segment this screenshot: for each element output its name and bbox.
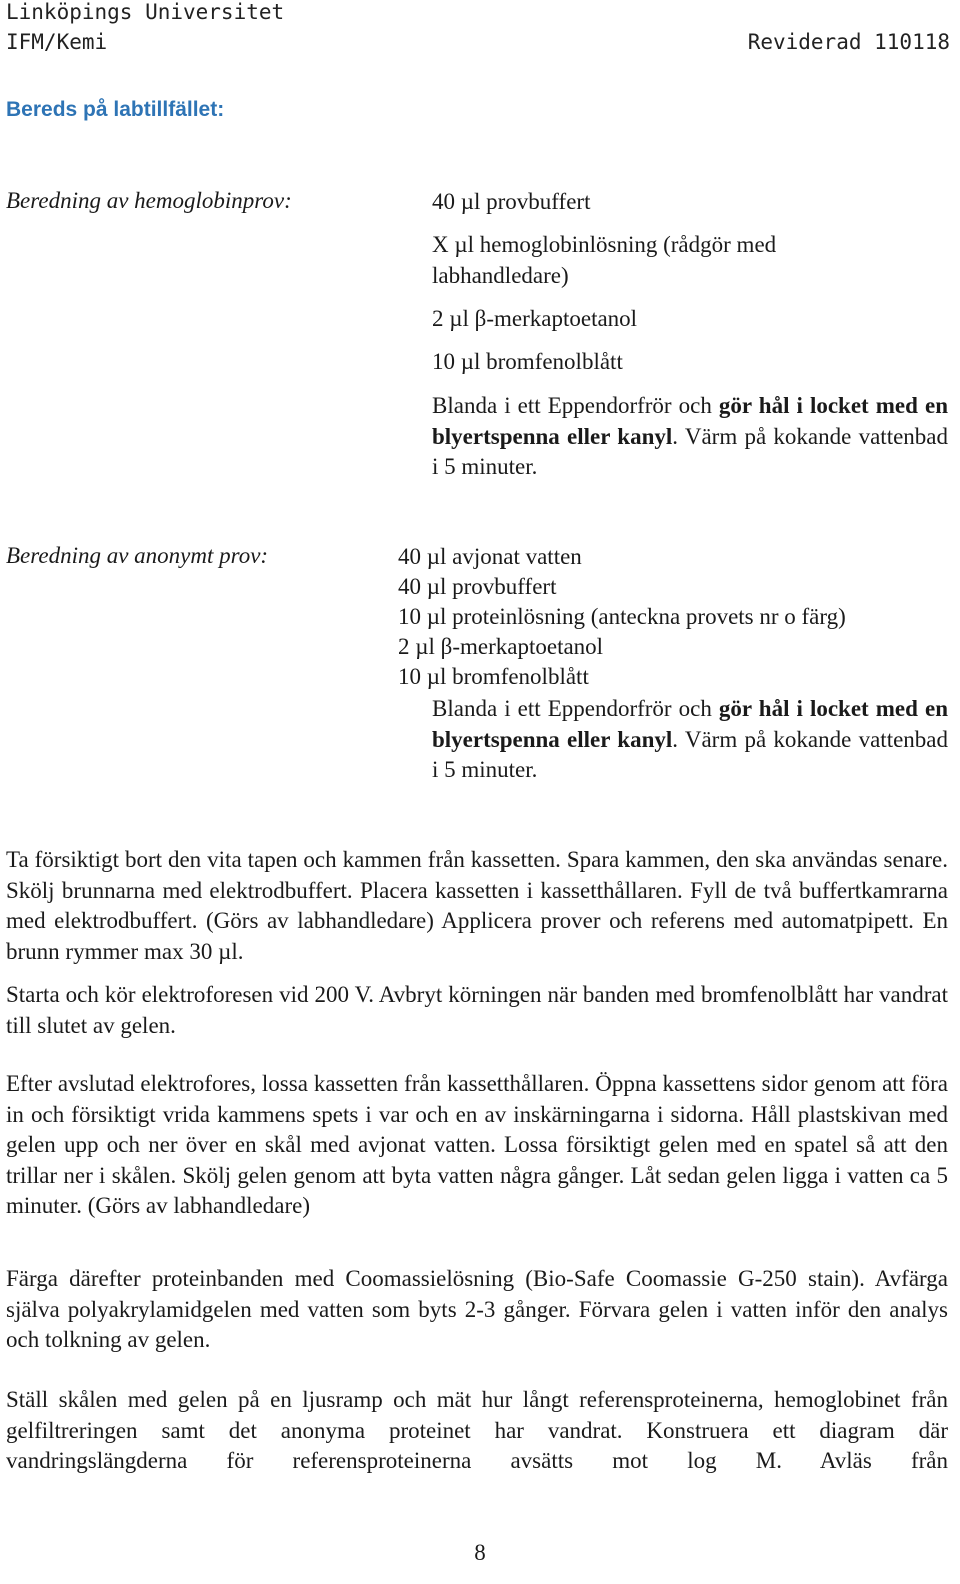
hemoglobin-item: labhandledare) — [432, 263, 569, 288]
anonymous-item: 2 µl β-merkaptoetanol — [398, 634, 604, 659]
hemoglobin-instructions-bold: gör hål i locket med en blyertspenna eller kanyl — [432, 393, 948, 449]
paragraph-gel-removal: Efter avslutad elektrofores, lossa kassetten från kassetthållaren. Öppna kassettens sidor genom att föra in och försiktigt vrida kammens spets i var och en av inskärningarna i sidorna. Håll plastskivan med gelen upp och ner över en skål med avjonat vatten. Lossa försiktigt gelen med en spatel så att den trillar ner i skålen. Skölj gelen genom att byta vatten några gånger. Låt sedan gelen ligga i vatten ca 5 minuter. (Görs av labhandledare) — [6, 1071, 948, 1218]
page-number: 8 — [474, 1540, 486, 1565]
anonymous-item: 10 µl proteinlösning (anteckna provets nr o färg) — [398, 604, 846, 629]
paragraph-analysis: Ställ skålen med gelen på en ljusramp och mät hur långt referensproteinerna, hemoglobinet från gelfiltreringen samt det anonyma proteinet har vandrat. Konstruera ett diagram där vandringslängderna för referensproteinerna avsätts mot log M. Avläs från — [6, 1387, 948, 1473]
hemoglobin-label: Beredning av hemoglobinprov: — [6, 188, 292, 213]
anonymous-instructions-bold: gör hål i locket med en blyertspenna eller kanyl — [432, 696, 948, 752]
paragraph-cassette: Ta försiktigt bort den vita tapen och kammen från kassetten. Spara kammen, den ska användas senare. Skölj brunnarna med elektrodbuffert. Placera kassetten i kassetthållaren. Fyll de två buffertkamrarna med elektrodbuffert. (Görs av labhandledare) Applicera prover och referens med automatpipett. En brunn rymmer max 30 µl. — [6, 847, 948, 964]
hemoglobin-instructions: Blanda i ett Eppendorfrör och gör hål i locket med en blyertspenna eller kanyl. Värm på kokande vattenbad i 5 minuter. — [432, 393, 948, 479]
header-revision: Reviderad 110118 — [747, 30, 950, 54]
hemoglobin-item: 2 µl β-merkaptoetanol — [432, 306, 638, 331]
paragraph-run: Starta och kör elektroforesen vid 200 V. Avbryt körningen när banden med bromfenolblått har vandrat till slutet av gelen. — [6, 982, 948, 1038]
header-institution: Linköpings Universitet — [6, 0, 285, 24]
anonymous-instructions: Blanda i ett Eppendorfrör och gör hål i locket med en blyertspenna eller kanyl. Värm på kokande vattenbad i 5 minuter. — [432, 696, 948, 782]
anonymous-item: 40 µl avjonat vatten — [398, 544, 582, 569]
hemoglobin-item: 40 µl provbuffert — [432, 189, 591, 214]
hemoglobin-item: X µl hemoglobinlösning (rådgör med — [432, 232, 777, 257]
anonymous-item: 10 µl bromfenolblått — [398, 664, 589, 689]
anonymous-item: 40 µl provbuffert — [398, 574, 557, 599]
paragraph-staining: Färga därefter proteinbanden med Coomassielösning (Bio-Safe Coomassie G-250 stain). Avfärga själva polyakrylamidgelen med vatten som byts 2-3 gånger. Förvara gelen i vatten inför den analys och tolkning av gelen. — [6, 1266, 948, 1352]
hemoglobin-item: 10 µl bromfenolblått — [432, 349, 623, 374]
header-department: IFM/Kemi — [6, 30, 108, 54]
anonymous-label: Beredning av anonymt prov: — [6, 543, 269, 568]
header-line-2 — [6, 30, 950, 54]
section-heading: Bereds på labtillfället: — [6, 98, 225, 121]
